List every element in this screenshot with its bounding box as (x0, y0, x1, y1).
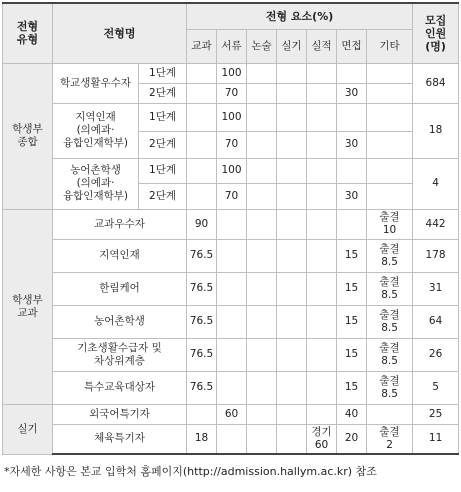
cell-etc: 출결 8.5 (367, 371, 413, 404)
cell-document: 100 (217, 158, 247, 183)
cell-interview: 15 (337, 239, 367, 272)
cell-etc: 출결 8.5 (367, 272, 413, 305)
header-type-group: 전형 유형 (3, 3, 53, 63)
cell-interview: 20 (337, 424, 367, 454)
table-row (3, 404, 459, 424)
cell-count: 11 (413, 424, 459, 454)
cell-document: 70 (217, 183, 247, 209)
cell-interview: 15 (337, 371, 367, 404)
cell-subject: 76.5 (187, 371, 217, 404)
table-row (3, 239, 459, 272)
cell-interview: 15 (337, 305, 367, 338)
table-row (3, 424, 459, 454)
header-essay: 논술 (247, 29, 277, 63)
cell-count: 26 (413, 338, 459, 371)
cell-document: 100 (217, 63, 247, 83)
cell-interview: 30 (337, 131, 367, 158)
row-name: 외국어특기자 (53, 404, 187, 424)
header-name: 전형명 (53, 3, 187, 63)
header-subject: 교과 (187, 29, 217, 63)
cell-etc: 출결 8.5 (367, 338, 413, 371)
cell-interview: 30 (337, 83, 367, 103)
stage-label: 1단계 (139, 103, 187, 131)
cell-count: 18 (413, 103, 459, 158)
cell-etc: 출결 2 (367, 424, 413, 454)
row-name: 농어촌학생 (의예과· 융합인재학부) (53, 158, 139, 209)
cell-document: 100 (217, 103, 247, 131)
cell-subject: 76.5 (187, 239, 217, 272)
table-row (3, 158, 459, 183)
header-row-1 (3, 3, 459, 29)
header-recruit-count: 모집 인원 (명) (413, 3, 459, 63)
row-name: 체육특기자 (53, 424, 187, 454)
stage-label: 2단계 (139, 183, 187, 209)
table-row (3, 371, 459, 404)
cell-count: 4 (413, 158, 459, 209)
table-row (3, 338, 459, 371)
row-name: 한림케어 (53, 272, 187, 305)
row-name: 지역인재 (의예과· 융합인재학부) (53, 103, 139, 158)
row-name: 교과우수자 (53, 209, 187, 239)
footnote: *자세한 사항은 본교 입학처 홈페이지(http://admission.hallym.ac.kr) 참조 (4, 465, 377, 478)
row-name: 농어촌학생 (53, 305, 187, 338)
header-document: 서류 (217, 29, 247, 63)
cell-count: 25 (413, 404, 459, 424)
group-comprehensive: 학생부 종합 (3, 63, 53, 209)
cell-count: 684 (413, 63, 459, 103)
group-practical: 실기 (3, 404, 53, 454)
header-interview: 면접 (337, 29, 367, 63)
cell-subject: 18 (187, 424, 217, 454)
cell-performance: 경기 60 (307, 424, 337, 454)
table-row (3, 63, 459, 83)
cell-count: 31 (413, 272, 459, 305)
row-name: 기초생활수급자 및 차상위계층 (53, 338, 187, 371)
header-etc: 기타 (367, 29, 413, 63)
table-row (3, 103, 459, 131)
header-performance: 실적 (307, 29, 337, 63)
admission-table (2, 2, 459, 455)
stage-label: 2단계 (139, 83, 187, 103)
cell-etc: 출결 8.5 (367, 239, 413, 272)
stage-label: 1단계 (139, 158, 187, 183)
cell-count: 5 (413, 371, 459, 404)
cell-count: 64 (413, 305, 459, 338)
table-row (3, 305, 459, 338)
cell-count: 178 (413, 239, 459, 272)
cell-interview: 15 (337, 272, 367, 305)
cell-interview: 15 (337, 338, 367, 371)
cell-etc: 출결 8.5 (367, 305, 413, 338)
cell-etc: 출결 10 (367, 209, 413, 239)
header-ratio-title: 전형 요소(%) (187, 3, 413, 29)
table-row (3, 209, 459, 239)
cell-subject: 76.5 (187, 338, 217, 371)
group-subject: 학생부 교과 (3, 209, 53, 404)
row-name: 학교생활우수자 (53, 63, 139, 103)
cell-document: 60 (217, 404, 247, 424)
table-row (3, 272, 459, 305)
cell-subject: 76.5 (187, 272, 217, 305)
row-name: 특수교육대상자 (53, 371, 187, 404)
cell-count: 442 (413, 209, 459, 239)
cell-document: 70 (217, 131, 247, 158)
stage-label: 2단계 (139, 131, 187, 158)
header-practical: 실기 (277, 29, 307, 63)
cell-interview: 40 (337, 404, 367, 424)
cell-subject: 76.5 (187, 305, 217, 338)
cell-interview: 30 (337, 183, 367, 209)
admission-table-container (2, 2, 459, 479)
row-name: 지역인재 (53, 239, 187, 272)
cell-document: 70 (217, 83, 247, 103)
stage-label: 1단계 (139, 63, 187, 83)
cell-subject: 90 (187, 209, 217, 239)
